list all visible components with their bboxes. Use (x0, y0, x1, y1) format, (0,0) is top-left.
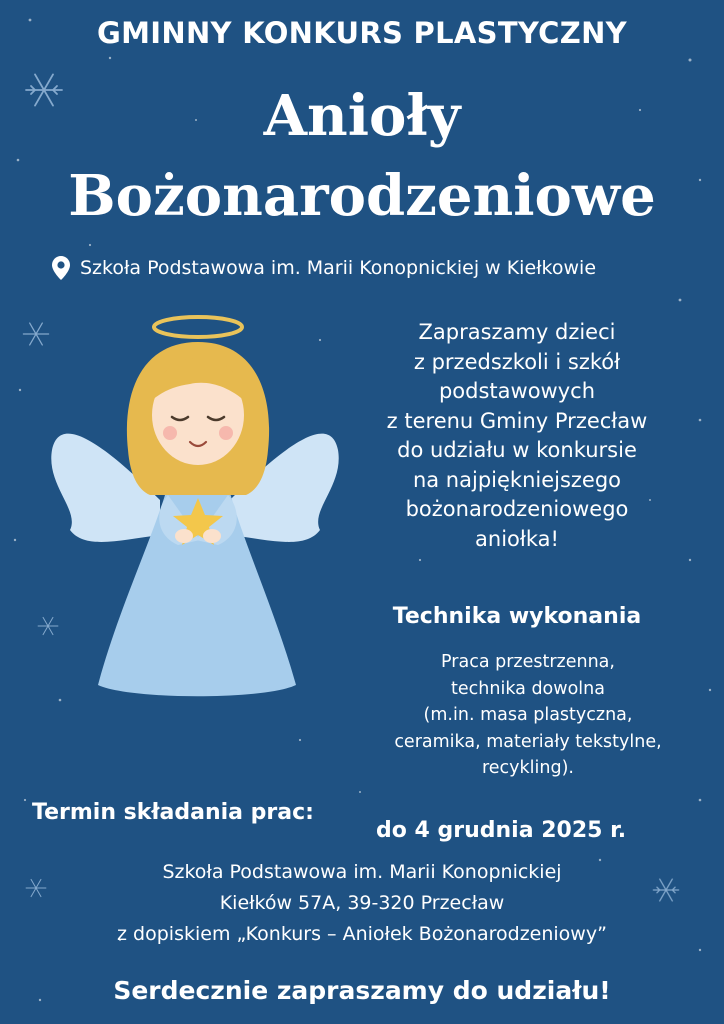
invitation-line: bożonarodzeniowego (405, 497, 629, 521)
halo (154, 317, 242, 337)
angel-illustration (40, 300, 350, 700)
invitation-line: aniołka! (475, 526, 559, 551)
location-row (52, 256, 596, 280)
map-pin-icon (52, 256, 70, 280)
deadline-label: Termin składania prac: (32, 800, 314, 825)
technique-line: recykling). (481, 758, 574, 778)
address-line: Szkoła Podstawowa im. Marii Konopnickiej (162, 861, 562, 883)
invitation-line: na najpiękniejszego (412, 467, 622, 492)
deadline-value: do 4 grudnia 2025 r. (376, 818, 627, 843)
submission-address (0, 857, 724, 950)
technique-text (346, 649, 710, 782)
invitation-line: Zapraszamy dzieci (418, 320, 616, 344)
invitation-line: z przedszkoli i szkół (413, 349, 621, 374)
technique-line: (m.in. masa plastyczna, (423, 705, 633, 725)
address-line: z dopiskiem „Konkurs – Aniołek Bożonarodzeniowy” (117, 923, 607, 945)
technique-line: technika dowolna (451, 678, 605, 699)
location-text: Szkoła Podstawowa im. Marii Konopnickiej w Kiełkowie (80, 257, 597, 279)
invitation-text (352, 318, 682, 554)
invitation-line: podstawowych (438, 379, 596, 403)
title-line-2: Bożonarodzeniowe (68, 163, 656, 229)
invitation-line: z terenu Gminy Przecław (386, 408, 648, 433)
contest-headline: GMINNY KONKURS PLASTYCZNY (97, 16, 627, 50)
technique-line: Praca przestrzenna, (441, 652, 615, 672)
title-line-1: Anioły (263, 83, 461, 149)
technique-heading: Technika wykonania (392, 604, 642, 629)
invitation-line: do udziału w konkursie (397, 438, 637, 462)
technique-line: ceramika, materiały tekstylne, (394, 731, 662, 752)
closing-invitation: Serdecznie zapraszamy do udziału! (113, 976, 611, 1005)
address-line: Kiełków 57A, 39-320 Przecław (219, 892, 505, 914)
